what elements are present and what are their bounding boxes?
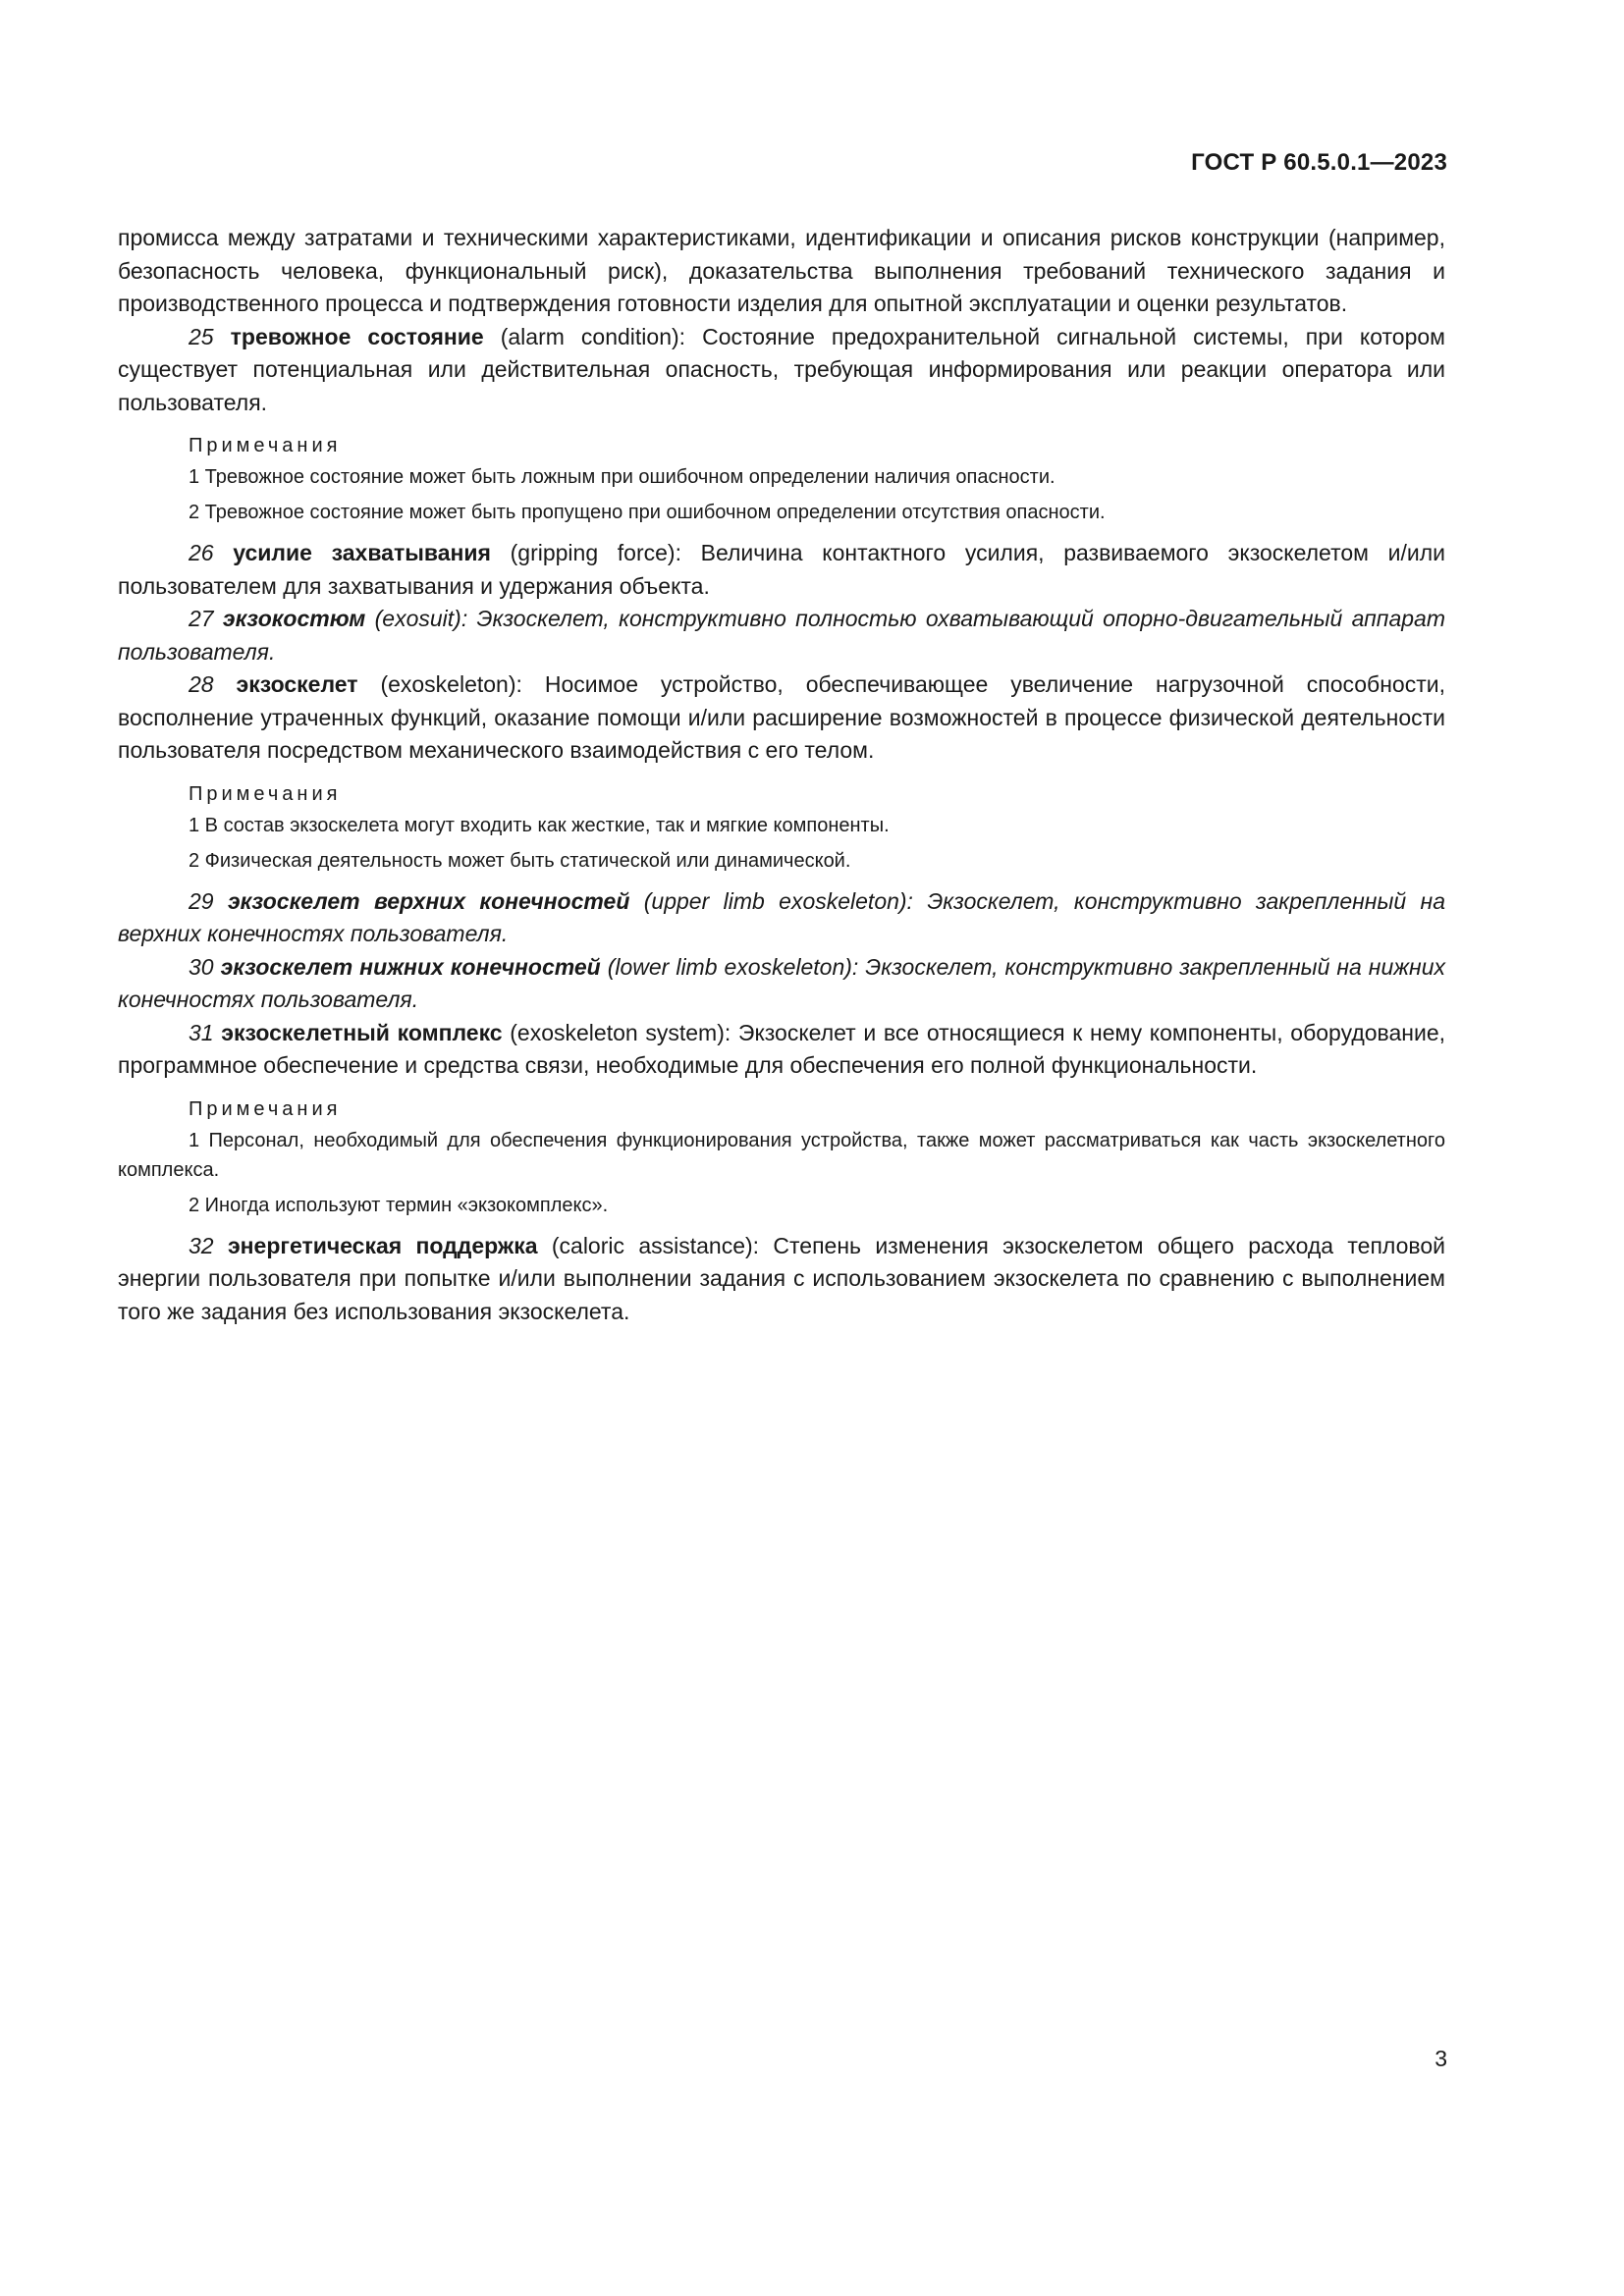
term-english: (exoskeleton system): xyxy=(502,1019,738,1045)
term-english: (caloric assistance): xyxy=(537,1232,774,1258)
term-english: (upper limb exoskeleton): xyxy=(629,887,928,914)
term-definition: Состояние предохранительной сигнальной системы, при котором существует потенциальная или действительная опасность, требующая информирования или реакции оператора или пользователя. xyxy=(118,323,1445,415)
document-body xyxy=(118,222,1445,1328)
intro-paragraph: промисса между затратами и техническими характеристиками, идентификации и описания рисков конструкции (например, безопасность человека, функциональный риск), доказательства выполнения требований технического задания и производственного процесса и подтверждения готовности изделия для опытной эксплуатации и оценки результатов. xyxy=(118,225,1445,316)
term-number: 26 xyxy=(189,540,214,565)
notes-block-31 xyxy=(118,1095,1445,1220)
note-item: 1 Персонал, необходимый для обеспечения функционирования устройства, также может рассматриваться как часть экзоскелетного комплекса. xyxy=(118,1129,1445,1181)
notes-heading: Примечания xyxy=(189,1097,342,1120)
term-title: экзоскелет нижних конечностей xyxy=(220,953,601,980)
notes-heading: Примечания xyxy=(189,782,342,805)
term-title: усилие захватывания xyxy=(233,540,491,565)
term-definition: Степень изменения экзоскелетом общего расхода тепловой энергии пользователя при попытке и/или выполнении задания с использованием экзоскелета по сравнению с выполнением того же задания без использования экзоскелета. xyxy=(118,1232,1446,1324)
term-title: экзоскелетный комплекс xyxy=(221,1019,503,1045)
note-item: 1 В состав экзоскелета могут входить как жесткие, так и мягкие компоненты. xyxy=(189,814,890,836)
term-number: 27 xyxy=(189,606,214,631)
term-number: 29 xyxy=(189,887,214,914)
term-english: (exosuit): xyxy=(365,606,477,631)
term-definition: Экзоскелет, конструктивно закрепленный на нижних конечностях пользователя. xyxy=(118,953,1446,1012)
term-definition: Экзоскелет и все относящиеся к нему компоненты, оборудование, программное обеспечение и средства связи, необходимые для обеспечения его полной функциональности. xyxy=(118,1019,1446,1078)
term-title: экзоскелет xyxy=(236,671,358,697)
term-number: 31 xyxy=(189,1019,214,1045)
term-31 xyxy=(118,1017,1445,1083)
term-title: тревожное состояние xyxy=(230,323,484,349)
term-definition: Величина контактного усилия, развиваемого экзоскелетом и/или пользователем для захватывания и удержания объекта. xyxy=(118,540,1445,599)
note-item: 2 Физическая деятельность может быть статической или динамической. xyxy=(189,849,851,872)
term-26 xyxy=(118,537,1445,603)
term-definition: Экзоскелет, конструктивно закрепленный на верхних конечностях пользователя. xyxy=(118,887,1445,946)
notes-block-25 xyxy=(118,431,1445,527)
term-28 xyxy=(118,668,1445,768)
term-english: (exoskeleton): xyxy=(357,671,545,697)
note-item: 1 Тревожное состояние может быть ложным при ошибочном определении наличия опасности. xyxy=(189,466,1056,488)
document-code-header: ГОСТ Р 60.5.0.1—2023 xyxy=(1191,149,1447,176)
term-definition: Носимое устройство, обеспечивающее увеличение нагрузочной способности, восполнение утраченных функций, оказание помощи и/или расширение возможностей в процессе физической деятельности пользователя посредством механического взаимодействия с его телом. xyxy=(118,671,1445,763)
term-number: 32 xyxy=(189,1232,214,1258)
term-27 xyxy=(118,603,1445,668)
term-title: энергетическая поддержка xyxy=(227,1232,538,1258)
term-32 xyxy=(118,1230,1445,1329)
term-number: 25 xyxy=(189,323,214,349)
note-item: 2 Тревожное состояние может быть пропущено при ошибочном определении отсутствия опасности. xyxy=(189,502,1106,523)
term-english: (alarm condition): xyxy=(483,323,703,349)
notes-block-28 xyxy=(118,779,1445,876)
term-25 xyxy=(118,321,1445,420)
notes-heading: Примечания xyxy=(189,435,342,456)
term-title: экзокостюм xyxy=(222,606,366,631)
term-definition: Экзоскелет, конструктивно полностью охватывающий опорно-двигательный аппарат пользователя. xyxy=(118,606,1445,665)
term-number: 28 xyxy=(189,671,214,697)
term-29 xyxy=(118,885,1445,951)
term-30 xyxy=(118,951,1445,1017)
page-number: 3 xyxy=(1435,2046,1447,2071)
term-number: 30 xyxy=(189,953,214,980)
note-item: 2 Иногда используют термин «экзокомплекс». xyxy=(189,1194,609,1216)
term-title: экзоскелет верхних конечностей xyxy=(227,887,630,914)
term-english: (lower limb exoskeleton): xyxy=(600,953,866,980)
term-english: (gripping force): xyxy=(490,540,701,565)
